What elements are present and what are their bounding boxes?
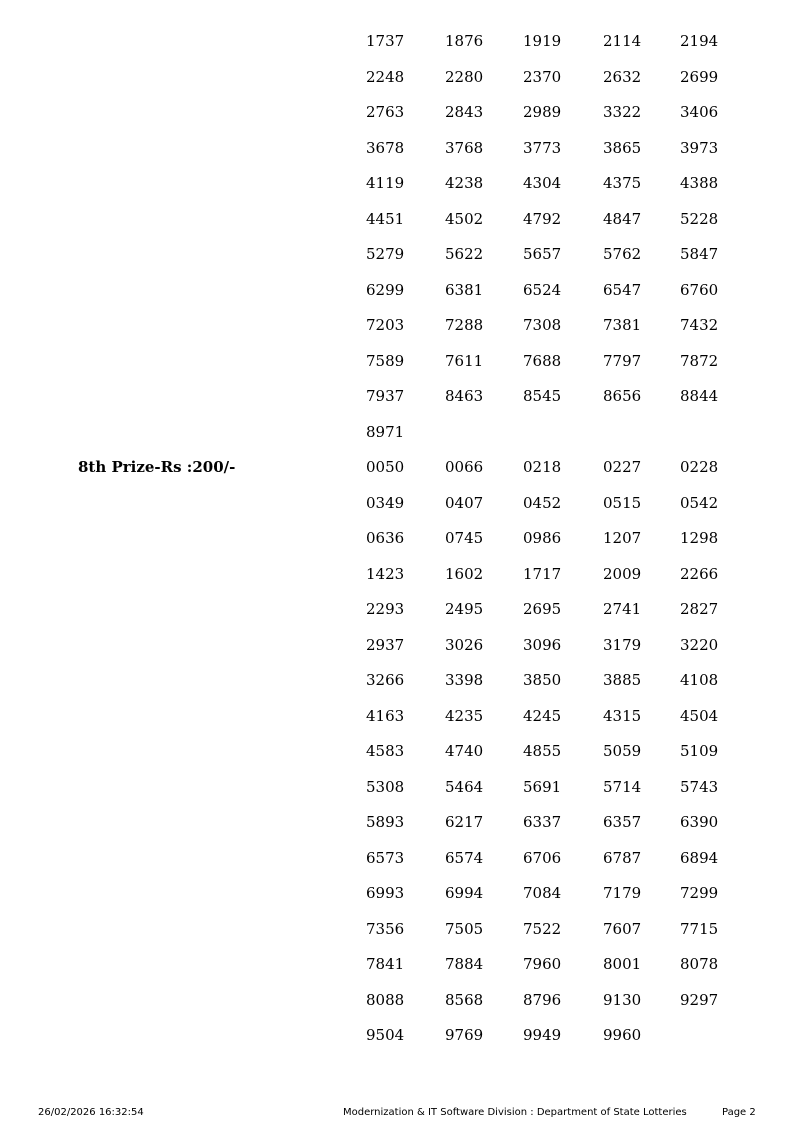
- ticket-number: 5691: [523, 777, 562, 796]
- ticket-number: 0218: [523, 458, 562, 476]
- result-row: [0, 29, 800, 53]
- result-row: [0, 526, 800, 550]
- ticket-number: 4163: [366, 706, 405, 725]
- result-row: [0, 136, 800, 160]
- ticket-number: 8971: [366, 422, 405, 441]
- ticket-number: 5657: [523, 245, 562, 263]
- ticket-number: 0050: [366, 458, 405, 476]
- ticket-number: 5109: [680, 742, 719, 760]
- ticket-number: 6994: [445, 884, 484, 902]
- ticket-number: 9949: [523, 1026, 562, 1044]
- result-row: [0, 917, 800, 941]
- ticket-number: 2741: [603, 600, 642, 618]
- ticket-number: 7841: [366, 955, 405, 973]
- result-row: [0, 562, 800, 586]
- ticket-number: 7715: [680, 919, 719, 938]
- ticket-number: 4855: [523, 742, 562, 760]
- result-row: [0, 846, 800, 870]
- result-row: [0, 633, 800, 657]
- ticket-number: 0066: [445, 458, 484, 476]
- result-row: [0, 881, 800, 905]
- ticket-number: 4847: [603, 209, 642, 228]
- ticket-number: 5847: [680, 245, 719, 263]
- ticket-number: 3850: [523, 671, 562, 689]
- ticket-number: 4502: [445, 209, 484, 228]
- result-row: [0, 810, 800, 834]
- ticket-number: 9504: [366, 1026, 405, 1044]
- ticket-number: 2114: [603, 32, 642, 50]
- ticket-number: 4792: [523, 209, 562, 228]
- ticket-number: 6357: [603, 813, 642, 831]
- ticket-number: 1602: [445, 564, 484, 583]
- result-row: [0, 775, 800, 799]
- ticket-number: 7688: [523, 351, 562, 370]
- ticket-number: 9769: [445, 1026, 484, 1044]
- result-row: [0, 384, 800, 408]
- ticket-number: 4238: [445, 174, 484, 192]
- ticket-number: 0515: [603, 493, 642, 512]
- ticket-number: 6894: [680, 848, 719, 867]
- ticket-number: 2989: [523, 103, 562, 121]
- ticket-number: 3973: [680, 138, 719, 157]
- ticket-number: 2495: [445, 600, 484, 618]
- ticket-number: 4119: [366, 174, 405, 192]
- ticket-number: 6573: [366, 848, 405, 867]
- ticket-number: 7432: [680, 316, 719, 334]
- ticket-number: 0542: [680, 493, 719, 512]
- ticket-number: 2248: [366, 67, 405, 86]
- ticket-number: 8001: [603, 955, 642, 973]
- ticket-number: 3096: [523, 635, 562, 654]
- ticket-number: 2194: [680, 32, 719, 50]
- ticket-number: 3220: [680, 635, 719, 654]
- ticket-number: 4375: [603, 174, 642, 192]
- ticket-number: 7356: [366, 919, 405, 938]
- ticket-number: 3406: [680, 103, 719, 121]
- ticket-number: 5762: [603, 245, 642, 263]
- ticket-number: 8796: [523, 990, 562, 1009]
- ticket-number: 4451: [366, 209, 405, 228]
- result-row: [0, 349, 800, 373]
- prize-label: 8th Prize-Rs :200/-: [78, 458, 236, 476]
- result-row: [0, 420, 800, 444]
- ticket-number: 2280: [445, 67, 484, 86]
- ticket-number: 4304: [523, 174, 562, 192]
- ticket-number: 7607: [603, 919, 642, 938]
- ticket-number: 2827: [680, 600, 719, 618]
- ticket-number: 7884: [445, 955, 484, 973]
- result-row: [0, 988, 800, 1012]
- result-row: [0, 313, 800, 337]
- ticket-number: 3865: [603, 138, 642, 157]
- result-row: [0, 242, 800, 266]
- ticket-number: 7797: [603, 351, 642, 370]
- ticket-number: 4235: [445, 706, 484, 725]
- ticket-number: 0452: [523, 493, 562, 512]
- ticket-number: 0636: [366, 529, 405, 547]
- ticket-number: 9960: [603, 1026, 642, 1044]
- ticket-number: 3179: [603, 635, 642, 654]
- ticket-number: 0986: [523, 529, 562, 547]
- ticket-number: 4388: [680, 174, 719, 192]
- ticket-number: 8844: [680, 387, 719, 405]
- ticket-number: 4740: [445, 742, 484, 760]
- result-row: [0, 278, 800, 302]
- ticket-number: 3678: [366, 138, 405, 157]
- result-row: [0, 1023, 800, 1047]
- ticket-number: 6574: [445, 848, 484, 867]
- ticket-number: 5279: [366, 245, 405, 263]
- ticket-number: 8463: [445, 387, 484, 405]
- ticket-number: 8078: [680, 955, 719, 973]
- ticket-number: 3398: [445, 671, 484, 689]
- ticket-number: 8088: [366, 990, 405, 1009]
- ticket-number: 4504: [680, 706, 719, 725]
- result-row: [0, 455, 800, 479]
- ticket-number: 4245: [523, 706, 562, 725]
- ticket-number: 5714: [603, 777, 642, 796]
- ticket-number: 9130: [603, 990, 642, 1009]
- ticket-number: 3026: [445, 635, 484, 654]
- ticket-number: 8656: [603, 387, 642, 405]
- ticket-number: 1919: [523, 32, 562, 50]
- ticket-number: 0227: [603, 458, 642, 476]
- ticket-number: 2695: [523, 600, 562, 618]
- ticket-number: 4583: [366, 742, 405, 760]
- footer-department: Modernization & IT Software Division : Department of State Lotteries: [343, 1107, 687, 1118]
- ticket-number: 7589: [366, 351, 405, 370]
- ticket-number: 5622: [445, 245, 484, 263]
- ticket-number: 5893: [366, 813, 405, 831]
- ticket-number: 6217: [445, 813, 484, 831]
- ticket-number: 3885: [603, 671, 642, 689]
- ticket-number: 1737: [366, 32, 405, 50]
- ticket-number: 1876: [445, 32, 484, 50]
- ticket-number: 6337: [523, 813, 562, 831]
- footer-datetime: 26/02/2026 16:32:54: [38, 1107, 144, 1118]
- ticket-number: 7299: [680, 884, 719, 902]
- ticket-number: 6390: [680, 813, 719, 831]
- ticket-number: 6381: [445, 280, 484, 299]
- result-row: [0, 952, 800, 976]
- result-row: [0, 171, 800, 195]
- ticket-number: 6787: [603, 848, 642, 867]
- ticket-number: 7308: [523, 316, 562, 334]
- ticket-number: 3266: [366, 671, 405, 689]
- ticket-number: 9297: [680, 990, 719, 1009]
- ticket-number: 7505: [445, 919, 484, 938]
- ticket-number: 0407: [445, 493, 484, 512]
- ticket-number: 7381: [603, 316, 642, 334]
- result-row: [0, 704, 800, 728]
- ticket-number: 6547: [603, 280, 642, 299]
- ticket-number: 0228: [680, 458, 719, 476]
- ticket-number: 0745: [445, 529, 484, 547]
- ticket-number: 2293: [366, 600, 405, 618]
- ticket-number: 0349: [366, 493, 405, 512]
- ticket-number: 1298: [680, 529, 719, 547]
- ticket-number: 2937: [366, 635, 405, 654]
- ticket-number: 7522: [523, 919, 562, 938]
- ticket-number: 6760: [680, 280, 719, 299]
- ticket-number: 5464: [445, 777, 484, 796]
- ticket-number: 3322: [603, 103, 642, 121]
- ticket-number: 2763: [366, 103, 405, 121]
- ticket-number: 7937: [366, 387, 405, 405]
- ticket-number: 2009: [603, 564, 642, 583]
- result-row: [0, 100, 800, 124]
- ticket-number: 5228: [680, 209, 719, 228]
- ticket-number: 2699: [680, 67, 719, 86]
- ticket-number: 4315: [603, 706, 642, 725]
- ticket-number: 7960: [523, 955, 562, 973]
- result-row: [0, 668, 800, 692]
- ticket-number: 7611: [445, 351, 484, 370]
- result-row: [0, 597, 800, 621]
- ticket-number: 2843: [445, 103, 484, 121]
- ticket-number: 1717: [523, 564, 562, 583]
- ticket-number: 3768: [445, 138, 484, 157]
- footer-page-number: Page 2: [722, 1107, 756, 1118]
- result-row: [0, 65, 800, 89]
- ticket-number: 5308: [366, 777, 405, 796]
- ticket-number: 1423: [366, 564, 405, 583]
- ticket-number: 6299: [366, 280, 405, 299]
- ticket-number: 5743: [680, 777, 719, 796]
- ticket-number: 8568: [445, 990, 484, 1009]
- ticket-number: 4108: [680, 671, 719, 689]
- ticket-number: 7288: [445, 316, 484, 334]
- ticket-number: 3773: [523, 138, 562, 157]
- ticket-number: 2370: [523, 67, 562, 86]
- ticket-number: 2632: [603, 67, 642, 86]
- result-row: [0, 207, 800, 231]
- ticket-number: 7203: [366, 316, 405, 334]
- result-row: [0, 739, 800, 763]
- ticket-number: 1207: [603, 529, 642, 547]
- result-row: [0, 491, 800, 515]
- ticket-number: 6524: [523, 280, 562, 299]
- ticket-number: 7179: [603, 884, 642, 902]
- ticket-number: 8545: [523, 387, 562, 405]
- ticket-number: 5059: [603, 742, 642, 760]
- ticket-number: 2266: [680, 564, 719, 583]
- ticket-number: 6706: [523, 848, 562, 867]
- ticket-number: 7084: [523, 884, 562, 902]
- ticket-number: 6993: [366, 884, 405, 902]
- ticket-number: 7872: [680, 351, 719, 370]
